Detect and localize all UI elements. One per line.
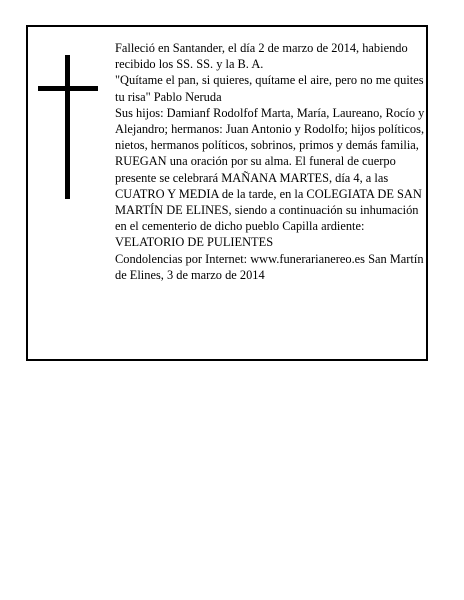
death-announcement: Falleció en Santander, el día 2 de marzo de 2014, habiendo recibido los SS. SS. y la B. A. [115, 41, 408, 72]
condolences-info: Condolencias por Internet: www.funerarianereo.es San Martín de Elines, 3 de marzo de 2014 [115, 251, 424, 282]
cross-horizontal-bar [38, 86, 98, 91]
cross-icon [38, 55, 98, 199]
obituary-notice [26, 25, 428, 361]
family-list: Sus hijos: Damianf Rodolfof Marta, María, Laureano, Rocío y Alejandro; hermanos: Juan Antonio y Rodolfo; hijos políticos, nietos, hermanos políticos, sobrinos, primos y demás familia, [115, 105, 425, 153]
cross-vertical-bar [65, 55, 70, 199]
funeral-details: RUEGAN una oración por su alma. El funeral de cuerpo presente se celebrará MAÑANA MARTES, día 4, a las CUATRO Y MEDIA de la tarde, en la COLEGIATA DE SAN MARTÍN DE ELINES, siendo a continuación su inhumación en el cementerio de dicho pueblo Capilla ardiente: VELATORIO DE PULIENTES [115, 154, 422, 250]
quote: "Quítame el pan, si quieres, quítame el aire, pero no me quites tu risa" Pablo Neruda [115, 73, 424, 104]
obituary-text [115, 40, 427, 283]
